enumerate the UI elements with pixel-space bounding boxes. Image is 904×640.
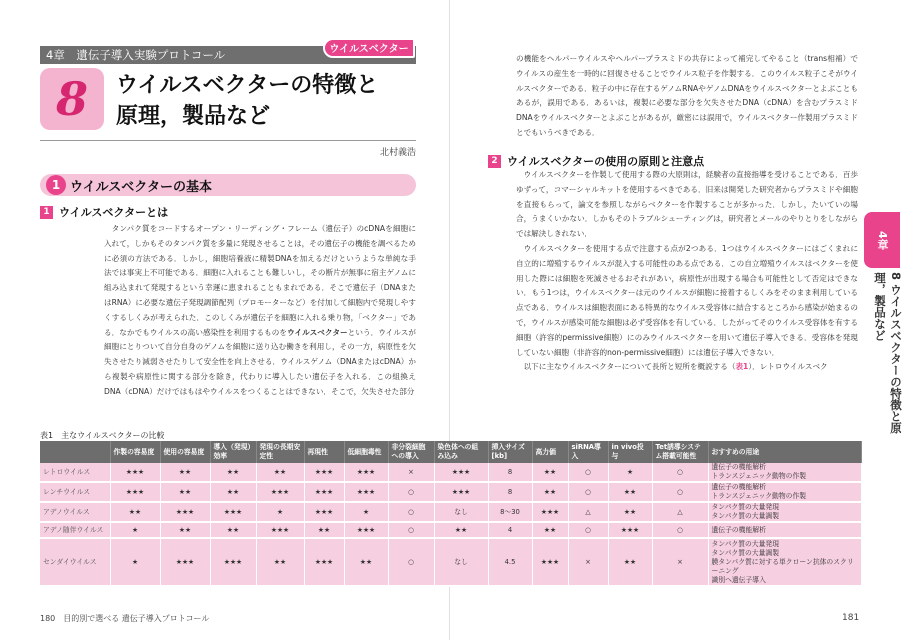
chapter-number-box [40,68,104,130]
body-text-left [104,222,416,400]
table-header-cell: 非分裂細胞への導入 [388,441,434,463]
table-cell: ★★★ [304,538,344,586]
table-cell: ★★ [256,463,304,482]
table-cell: 8～30 [488,502,532,522]
vector-name-cell: レトロウイルス [40,463,110,482]
paragraph: ウイルスベクターを作製して使用する際の大原則は，経験者の直接指導を受けることである．百歩ゆずって，コマーシャルキットを使用するべきである．旧来は開発した研究者からプラスミドや細胞を直接もらって，論文を参照しながらベクターを作製することが多かった．しかし，たいていの場合，うまくいかない．しかもそのトラブルシューティングは，研究者とメールのやりとりをしながらでは解決しきれない． [516,170,858,239]
table-cell: 4.5 [488,538,532,586]
table-cell: ○ [652,522,708,538]
table-cell: ★★★ [434,463,488,482]
table-header-cell: 使用の容易度 [160,441,210,463]
emphasis: ウイルスベクター [287,327,348,337]
table-cell: ★★★ [434,482,488,502]
recommended-use-cell: タンパク質の大量発現 タンパク質の大量調製 膜タンパク質に対する単クローン抗体のスクリーニング 識別へ遺伝子導入 [708,538,862,586]
table-header-cell: 染色体への組み込み [434,441,488,463]
table-row [40,502,862,522]
section-number: 1 [46,175,66,195]
vector-name-cell: アデノ随伴ウイルス [40,522,110,538]
table-cell: ★★★ [344,522,388,538]
table-row [40,482,862,502]
table-header-cell: 再現性 [304,441,344,463]
table-cell: ★★★ [160,538,210,586]
paragraph [104,222,416,400]
recommended-use-cell: タンパク質の大量発現 タンパク質の大量調製 [708,502,862,522]
paragraph-text: 以下に主なウイルスベクターについて長所と短所を概説する（ [523,362,736,372]
table-cell: ○ [568,522,608,538]
paragraph-text: タンパク質をコードするオープン・リーディング・フレーム（遺伝子）のcDNAを細胞に入れて，しかもそのタンパク質を多量に発現させることは，その遺伝子の機能を調べるために必須の方法である．しかし，細胞培養液に精製DNAを加えるだけというような単純な手法では事実上不可能である．細胞に入れることも難しいし，その断片が無事に宿主ゲノムに組み込まれて発現するという幸運に恵まれることもまれである．そこで遺伝子（DNAまたはRNA）に必要な遺伝子発現調節配列（プロモーターなど）を付加して細胞内で発現しやすくするしくみが考えられた．このしくみが遺伝子を細胞に入れる乗り物，「ベクター」である．なかでもウイルスの高い感染性を利用するものを [104,224,416,337]
table-cell: ★★ [160,522,210,538]
chapter-number: 8 [55,72,88,126]
table-cell: ★★ [532,482,568,502]
subsection-heading-2 [488,153,704,169]
table-cell: ★★★ [304,463,344,482]
table-cell: ★★ [608,482,652,502]
table-cell: ★ [110,522,160,538]
table-cell: ★★★ [608,522,652,538]
chapter-title-line2: 原理，製品など [116,104,271,129]
table-cell: × [652,538,708,586]
table-cell: ★ [256,502,304,522]
title-divider [40,140,416,141]
table-cell: ★★ [110,502,160,522]
table-cell: ★★★ [256,522,304,538]
subsection-number: 1 [40,206,53,219]
subsection-number: 2 [488,155,501,168]
table-cell: ○ [388,522,434,538]
side-running-title: 8 ウイルスベクターの特徴と原理，製品など [873,272,903,434]
table-cell: ★★★ [344,463,388,482]
table-cell: ★★ [608,502,652,522]
section-heading [40,174,416,196]
table-cell: ○ [652,463,708,482]
table-cell: ○ [568,482,608,502]
table-header-cell [40,441,110,463]
table-body [40,463,862,586]
table-cell: ★★★ [304,482,344,502]
table-header-cell: 発現の長期安定性 [256,441,304,463]
paragraph-text: ）．レトロウイルスベク [748,362,828,372]
subsection-heading-1 [40,204,168,220]
table-caption: 表1 主なウイルスベクターの比較 [40,431,165,440]
table-cell: ★★ [210,482,256,502]
table-cell: ★★★ [110,482,160,502]
table-cell: ★★ [532,522,568,538]
table-row [40,463,862,482]
author: 北村義浩 [379,148,416,158]
paragraph: ウイルスベクターを使用する点で注意する点が2つある．1つはウイルスベクターにはごくまれに自立的に増殖するウイルスが混入する可能性のある点である．この自立増殖ウイルスはベクターを使用した際には細胞を死滅させるおそれがあい，病原性が出現する場合も可能性として否定はできない．もう1つは，ウイルスベクターは元のウイルスが細胞に接着するしくみをそのまま利用している点である．ウイルスは細胞表面にある特異的なウイルス受容体に結合するところから感染が始まるので，ウイルスが感染可能な細胞は必ず受容体を有している．したがってそのウイルス受容体を有する細胞（許容的permissive細胞）にのみウイルスベクターを用いて遺伝子導入できる．受容体を発現していない細胞（非許容的non-permissive細胞）には遺伝子導入できない． [516,243,858,357]
recommended-use-cell: 遺伝子の機能解析 [708,522,862,538]
section-title: ウイルスベクターの基本 [70,179,212,195]
table-reference-link[interactable]: 表1 [735,362,749,372]
chapter-side-tab[interactable]: 4章 [864,212,900,268]
table-cell: ★★ [608,538,652,586]
chapter-title-line1: ウイルスベクターの特徴と [116,73,379,98]
table-cell: ★★★ [344,482,388,502]
table-row [40,522,862,538]
table-header-cell: 導入（発現）効率 [210,441,256,463]
table-header-row [40,441,862,463]
table-cell: ★★★ [532,538,568,586]
paragraph [516,360,858,375]
table-cell: ★★★ [210,502,256,522]
vector-name-cell: レンチウイルス [40,482,110,502]
table-cell: × [388,463,434,482]
table-cell: ★ [608,463,652,482]
table-cell: 4 [488,522,532,538]
table-cell: ★★★ [256,482,304,502]
chapter-title [116,70,426,132]
table-header-cell: in vivo投与 [608,441,652,463]
body-text-right-top [516,52,858,141]
table-cell: ★★ [210,522,256,538]
table-cell: ★ [344,502,388,522]
table-cell: ★★ [160,482,210,502]
vector-name-cell: アデノウイルス [40,502,110,522]
table-cell: ★★★ [210,538,256,586]
table-cell: なし [434,538,488,586]
comparison-table [40,441,862,587]
table-cell: ★★ [160,463,210,482]
table-row [40,538,862,586]
table-cell: ★★ [532,463,568,482]
table-header-cell: 挿入サイズ[kb] [488,441,532,463]
table-cell: ★★★ [532,502,568,522]
table-cell: ★ [110,538,160,586]
table-cell: ★★ [434,522,488,538]
table-header-cell: Tet誘導システム搭載可能性 [652,441,708,463]
table-header-cell: おすすめの用途 [708,441,862,463]
chapter-label: 4章 遺伝子導入実験プロトコール [40,46,416,64]
subsection-title: ウイルスベクターとは [59,206,169,219]
table-cell: なし [434,502,488,522]
page-number: 181 [842,613,860,623]
subsection-title: ウイルスベクターの使用の原則と注意点 [507,155,705,168]
table-cell: ★★★ [160,502,210,522]
table-cell: △ [568,502,608,522]
table-cell: 8 [488,463,532,482]
table-cell: ○ [652,482,708,502]
table-header-cell: 作製の容易度 [110,441,160,463]
table-header-cell: 低細胞毒性 [344,441,388,463]
paragraph-text: という．ウイルスが細胞にとりついて自分自身のゲノムを細胞に送り込む働きを利用し，その一方，病原性を欠失させたり減弱させたりして安全性を向上させる．ウイルスゲノム（DNAまたはcDNA）から複製や病原性に関する部分を除き，代わりに導入したい遺伝子を入れる．この組換えDNA（cDNA）だけではもはやウイルスをつくることはできない．そこで，欠失させた部分 [104,327,416,396]
table-cell: ★★ [210,463,256,482]
table-cell: ★★ [304,522,344,538]
body-text-right [516,168,858,375]
table-cell: ★★★ [110,463,160,482]
table-cell: ○ [568,463,608,482]
table-cell: ○ [388,502,434,522]
table-cell: ★★★ [304,502,344,522]
table-cell: 8 [488,482,532,502]
category-tag: ウイルスベクター [323,38,415,58]
table-cell: ○ [388,482,434,502]
table-cell: △ [652,502,708,522]
table-cell: ○ [388,538,434,586]
table-header-cell: 高力価 [532,441,568,463]
table-cell: ★★ [256,538,304,586]
table-cell: ★★ [344,538,388,586]
footer-left: 180 目的別で選べる 遺伝子導入プロトコール [40,614,210,623]
recommended-use-cell: 遺伝子の機能解析 トランスジェニック動物の作製 [708,463,862,482]
table-cell: × [568,538,608,586]
vector-name-cell: センダイウイルス [40,538,110,586]
recommended-use-cell: 遺伝子の機能解析 トランスジェニック動物の作製 [708,482,862,502]
table-header-cell: siRNA導入 [568,441,608,463]
paragraph: の機能をヘルパーウイルスやヘルパープラスミドの共存によって補完してやること（trans相補）でウイルスの産生を一時的に回復させることでウイルス粒子を作製する．このウイルス粒子こそがウイルスベクターである．粒子の中に存在するゲノムRNAやゲノムDNAをウイルスベクターとよぶこともあるが，誤用である．あるいは，複製に必要な部分を欠失させたDNA（cDNA）を含むプラスミドDNAをウイルスベクターとよぶことがあるが，厳密には誤用で，ウイルスベクター作製用プラスミドとでもいうべきである． [516,54,858,137]
